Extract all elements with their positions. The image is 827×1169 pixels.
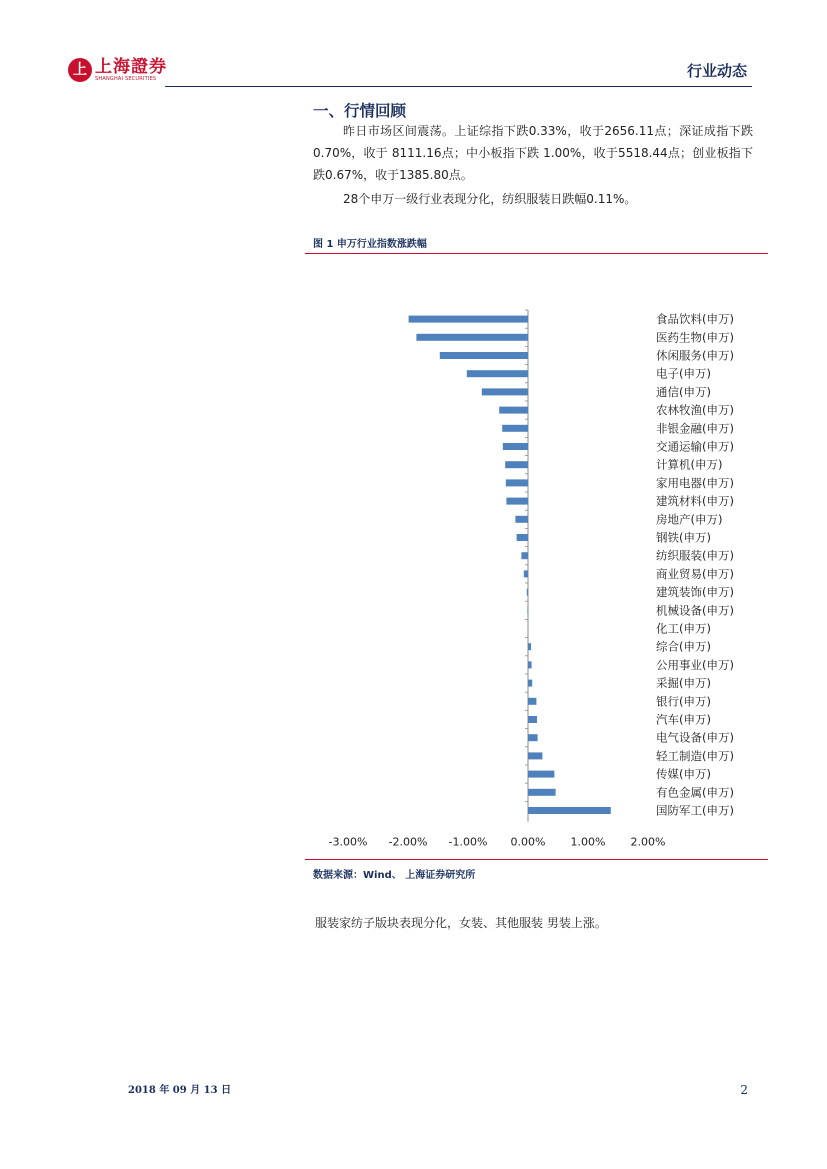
market-review-paragraph: 昨日市场区间震荡。上证综指下跌0.33%，收于2656.11点；深证成指下跌 0.70%，收于 8111.16点；中小板指下跌 1.00%，收于5518.44点；创业板指下跌0.67%，收于1385.80点。 [313, 124, 753, 182]
bar-26 [528, 789, 556, 796]
category-label: 机械设备(申万) [656, 603, 734, 618]
logo-chinese-name: 上海證券 [95, 57, 167, 77]
category-label: 交通运输(申万) [656, 439, 734, 454]
company-logo [68, 58, 167, 82]
bar-19 [528, 661, 532, 668]
bar-24 [528, 752, 542, 759]
category-label: 农林牧渔(申万) [656, 403, 734, 418]
bar-7 [503, 443, 528, 450]
page-number: 2 [740, 1083, 748, 1097]
category-label: 休闲服务(申万) [656, 348, 734, 363]
category-label: 有色金属(申万) [656, 785, 734, 800]
logo-text [95, 58, 167, 82]
category-label: 汽车(申万) [656, 712, 711, 727]
category-label: 国防军工(申万) [656, 803, 734, 818]
bar-22 [528, 716, 537, 723]
category-label: 非银金融(申万) [656, 421, 734, 436]
bar-1 [416, 334, 528, 341]
category-label: 房地产(申万) [656, 512, 723, 527]
logo-english-name: SHANGHAI SECURITIES [95, 76, 157, 82]
category-label: 综合(申万) [656, 639, 711, 654]
category-label: 钢铁(申万) [656, 530, 711, 545]
bar-16 [527, 607, 528, 614]
bar-11 [515, 516, 528, 523]
category-label: 公用事业(申万) [656, 657, 734, 672]
footer-date: 2018 年 09 月 13 日 [128, 1085, 232, 1096]
bar-10 [506, 498, 528, 505]
bar-4 [482, 388, 528, 395]
bar-12 [517, 534, 528, 541]
category-label: 电气设备(申万) [656, 730, 734, 745]
figure-source: 数据来源：Wind、 上海证券研究所 [313, 870, 476, 881]
x-tick-label: -2.00% [388, 835, 428, 849]
category-label: 建筑材料(申万) [656, 494, 734, 509]
bar-3 [467, 370, 528, 377]
category-label: 通信(申万) [656, 384, 711, 399]
bar-25 [528, 771, 554, 778]
bar-27 [528, 807, 611, 814]
x-tick-label: 1.00% [570, 835, 606, 849]
bar-2 [440, 352, 528, 359]
bar-23 [528, 734, 538, 741]
x-tick-label: 2.00% [630, 835, 666, 849]
category-label: 轻工制造(申万) [656, 748, 734, 763]
x-tick-label: 0.00% [510, 835, 546, 849]
bar-13 [521, 552, 528, 559]
category-label: 医药生物(申万) [656, 330, 734, 345]
logo-mark-icon: 上 [68, 58, 92, 82]
x-tick-label: -3.00% [328, 835, 368, 849]
category-label: 传媒(申万) [656, 767, 711, 782]
bar-6 [502, 425, 528, 432]
bar-21 [528, 698, 536, 705]
category-label: 电子(申万) [656, 366, 711, 381]
figure-top-rule [305, 253, 768, 254]
category-label: 化工(申万) [656, 621, 711, 636]
bar-8 [505, 461, 528, 468]
category-label: 家用电器(申万) [656, 475, 734, 490]
category-label: 计算机(申万) [656, 457, 723, 472]
category-label: 建筑装饰(申万) [656, 585, 734, 600]
report-type-title: 行业动态 [686, 62, 747, 80]
header-divider [165, 86, 752, 87]
industry-change-bar-chart [305, 300, 768, 850]
apparel-summary-paragraph: 服装家纺子版块表现分化，女装、其他服装 男装上涨。 [315, 916, 607, 930]
industry-summary-paragraph: 28个申万一级行业表现分化，纺织服装日跌幅0.11%。 [343, 192, 637, 206]
figure-title: 图 1 申万行业指数涨跌幅 [313, 239, 427, 250]
bar-0 [409, 316, 528, 323]
bar-14 [524, 570, 528, 577]
x-tick-label: -1.00% [448, 835, 488, 849]
category-label: 商业贸易(申万) [656, 566, 734, 581]
bar-18 [528, 643, 531, 650]
figure-bottom-rule [305, 859, 768, 860]
section-title: 一、行情回顾 [313, 102, 407, 120]
bar-5 [499, 407, 528, 414]
category-label: 纺织服装(申万) [656, 548, 734, 563]
category-label: 采掘(申万) [656, 676, 711, 691]
category-label: 食品饮料(申万) [656, 312, 734, 327]
bar-9 [506, 479, 528, 486]
bar-15 [527, 589, 528, 596]
bar-20 [528, 680, 532, 687]
category-label: 银行(申万) [656, 694, 711, 709]
